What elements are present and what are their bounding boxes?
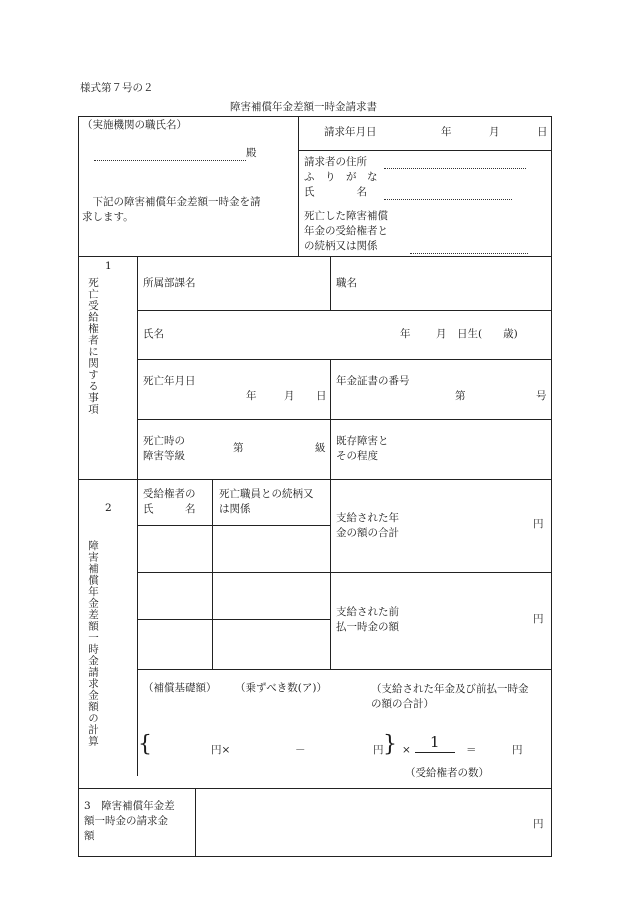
formula-minus: － xyxy=(295,744,306,756)
recipient-name-label: 受給権者の 氏 名 xyxy=(143,488,196,515)
form-number: 様式第７号の２ xyxy=(80,82,154,94)
table-border-right xyxy=(551,116,552,857)
agency-name-field[interactable] xyxy=(94,160,246,161)
claim-amount-label: 3 障害補償年金差 額一時金の請求金 額 xyxy=(84,800,175,842)
recipient-relation-label: 死亡職員との続柄又 は関係 xyxy=(219,488,314,515)
formula-yen-2: 円 xyxy=(373,744,384,756)
paid-sum-label: （支給された年金及び前払一時金 の額の合計） xyxy=(371,683,529,710)
s1-row-line-2 xyxy=(137,359,552,360)
formula-yen-3: 円 xyxy=(512,744,523,756)
s2-recipient-divider xyxy=(212,479,213,669)
s2-row-line-3 xyxy=(137,619,330,620)
paid-pension-total-unit: 円 xyxy=(533,518,544,530)
base-amount-label: （補償基礎額） xyxy=(143,682,217,694)
request-month-unit: 月 xyxy=(489,126,500,138)
table-border-left xyxy=(78,116,79,857)
death-month-unit: 月 xyxy=(284,390,295,402)
existing-disability-label: 既存障害と その程度 xyxy=(336,435,389,462)
section1-header: 死亡受給権者に関する事項 xyxy=(87,277,99,415)
request-year-unit: 年 xyxy=(441,126,452,138)
deceased-name-label: 氏名 xyxy=(143,328,164,340)
s2-row-line-1 xyxy=(137,525,330,526)
pension-number-label: 年金証書の番号 xyxy=(336,375,410,387)
death-year-unit: 年 xyxy=(246,390,257,402)
section2-top-line xyxy=(78,479,552,480)
request-text: 下記の障害補償年金差額一時金を請 求します。 xyxy=(82,196,261,223)
death-date-label: 死亡年月日 xyxy=(143,375,196,387)
recipients-count-label: （受給権者の数） xyxy=(405,767,489,779)
advance-payment-label: 支給された前 払一時金の額 xyxy=(336,606,399,633)
birth-month-unit: 月 xyxy=(436,328,447,340)
section3-top-line xyxy=(78,788,552,789)
request-day-unit: 日 xyxy=(537,126,548,138)
header-date-line xyxy=(298,150,552,151)
form-title: 障害補償年金差額一時金請求書 xyxy=(230,101,377,113)
birth-day-age: 日生( 歳) xyxy=(457,328,518,340)
address-field[interactable] xyxy=(384,168,526,169)
disability-grade-label: 死亡時の 障害等級 xyxy=(143,435,185,462)
left-brace-icon: { xyxy=(138,732,152,757)
position-label: 職名 xyxy=(336,277,357,289)
address-label: 請求者の住所 xyxy=(304,156,367,168)
section1-top-line xyxy=(78,256,552,257)
table-border-bottom xyxy=(78,856,552,857)
paid-pension-total-label: 支給された年 金の額の合計 xyxy=(336,512,399,539)
s1-dept-divider xyxy=(330,256,331,310)
furigana-label: ふ り が な xyxy=(304,171,378,183)
department-label: 所属部課名 xyxy=(143,277,196,289)
multiplier-label: （乗ずべき数(ア)） xyxy=(235,682,327,694)
pension-number-suffix: 号 xyxy=(536,390,547,402)
agency-label: （実施機関の職氏名） xyxy=(82,119,187,131)
s2-row-line-4 xyxy=(137,669,552,670)
pension-number-prefix: 第 xyxy=(455,390,466,402)
s2-relation-divider xyxy=(330,479,331,669)
table-border-top xyxy=(78,116,552,117)
claim-amount-unit: 円 xyxy=(533,818,544,830)
s2-row-line-2 xyxy=(137,572,552,573)
relation-label: 死亡した障害補償 年金の受給権者と の続柄又は関係 xyxy=(304,210,388,252)
formula-equals: ＝ xyxy=(466,744,477,756)
formula-yen-1: 円× xyxy=(211,744,231,756)
relation-field[interactable] xyxy=(410,253,528,254)
grade-suffix: 級 xyxy=(315,442,326,454)
section2-header: 障害補償年金差額一時金請求金額の計算 xyxy=(87,540,99,747)
section1-number: 1 xyxy=(105,260,112,272)
claimant-name-label: 氏 名 xyxy=(304,186,367,198)
section-header-column-line xyxy=(137,256,138,776)
s3-divider xyxy=(195,788,196,856)
claimant-name-field[interactable] xyxy=(384,199,512,200)
s1-row-line-1 xyxy=(137,310,552,311)
formula-numerator: 1 xyxy=(430,733,440,751)
formula-times: × xyxy=(402,744,411,756)
request-date-label: 請求年月日 xyxy=(324,126,377,138)
grade-prefix: 第 xyxy=(233,442,244,454)
s1-row-line-3 xyxy=(137,419,552,420)
fraction-bar xyxy=(415,752,455,753)
birth-year-unit: 年 xyxy=(400,328,411,340)
honorific-label: 殿 xyxy=(246,147,257,159)
section2-number: 2 xyxy=(105,502,112,514)
death-day-unit: 日 xyxy=(316,390,327,402)
advance-payment-unit: 円 xyxy=(533,613,544,625)
right-brace-icon: } xyxy=(383,732,397,757)
header-divider xyxy=(298,116,299,256)
